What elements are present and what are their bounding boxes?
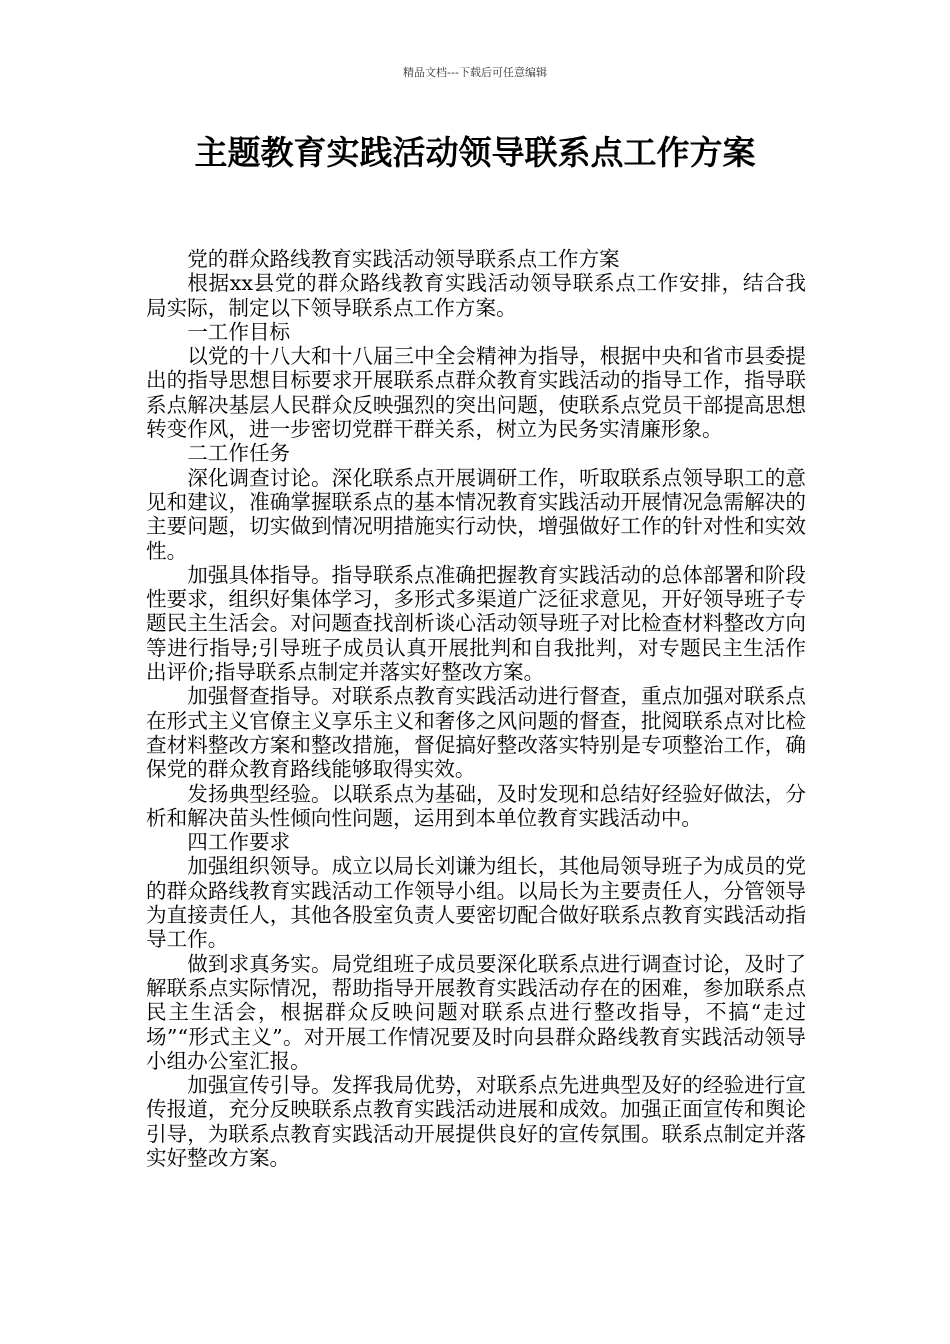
paragraph-task-experience: 发扬典型经验。以联系点为基础，及时发现和总结好经验好做法，分析和解决苗头性倾向性问题，运用到本单位教育实践活动中。 [146,781,806,830]
header-note: 精品文档---下载后可任意编辑 [403,66,547,79]
document-body [146,247,806,1170]
paragraph-task-guidance: 加强具体指导。指导联系点准确把握教育实践活动的总体部署和阶段性要求，组织好集体学习，多形式多渠道广泛征求意见，开好领导班子专题民主生活会。对问题查找剖析谈心活动领导班子对比检查材料整改方向等进行指导;引导班子成员认真开展批判和自我批判，对专题民主生活作出评价;指导联系点制定并落实好整改方案。 [146,562,806,685]
paragraph-req-publicity: 加强宣传引导。发挥我局优势，对联系点先进典型及好的经验进行宣传报道，充分反映联系点教育实践活动进展和成效。加强正面宣传和舆论引导，为联系点教育实践活动开展提供良好的宣传氛围。联系点制定并落实好整改方案。 [146,1073,806,1170]
paragraph-intro: 根据xx县党的群众路线教育实践活动领导联系点工作安排，结合我局实际，制定以下领导联系点工作方案。 [146,271,806,320]
paragraph-goals: 以党的十八大和十八届三中全会精神为指导，根据中央和省市县委提出的指导思想目标要求开展联系点群众教育实践活动的指导工作，指导联系点解决基层人民群众反映强烈的突出问题，使联系点党员干部提高思想转变作风，进一步密切党群干群关系，树立为民务实清廉形象。 [146,344,806,442]
section-heading-requirements: 四工作要求 [187,830,291,855]
paragraph-task-supervision: 加强督查指导。对联系点教育实践活动进行督查，重点加强对联系点在形式主义官僚主义享乐主义和奢侈之风问题的督查，批阅联系点对比检查材料整改方案和整改措施，督促搞好整改落实特别是专项整治工作，确保党的群众教育路线能够取得实效。 [146,684,806,782]
paragraph-subtitle: 党的群众路线教育实践活动领导联系点工作方案 [187,247,620,271]
document-title: 主题教育实践活动领导联系点工作方案 [194,133,756,172]
paragraph-req-organization: 加强组织领导。成立以局长刘谦为组长，其他局领导班子为成员的党的群众路线教育实践活动工作领导小组。以局长为主要责任人，分管领导为直接责任人，其他各股室负责人要密切配合做好联系点教育实践活动指导工作。 [146,854,806,952]
section-heading-goals: 一工作目标 [187,319,291,344]
paragraph-req-pragmatism: 做到求真务实。局党组班子成员要深化联系点进行调查讨论，及时了解联系点实际情况，帮助指导开展教育实践活动存在的困难，参加联系点民主生活会，根据群众反映问题对联系点进行整改指导，不搞“走过场”“形式主义”。对开展工作情况要及时向县群众路线教育实践活动领导小组办公室汇报。 [146,951,806,1073]
section-heading-tasks: 二工作任务 [187,441,291,466]
paragraph-task-research: 深化调查讨论。深化联系点开展调研工作，听取联系点领导职工的意见和建议，准确掌握联系点的基本情况教育实践活动开展情况急需解决的主要问题，切实做到情况明措施实行动快，增强做好工作的针对性和实效性。 [146,465,806,563]
